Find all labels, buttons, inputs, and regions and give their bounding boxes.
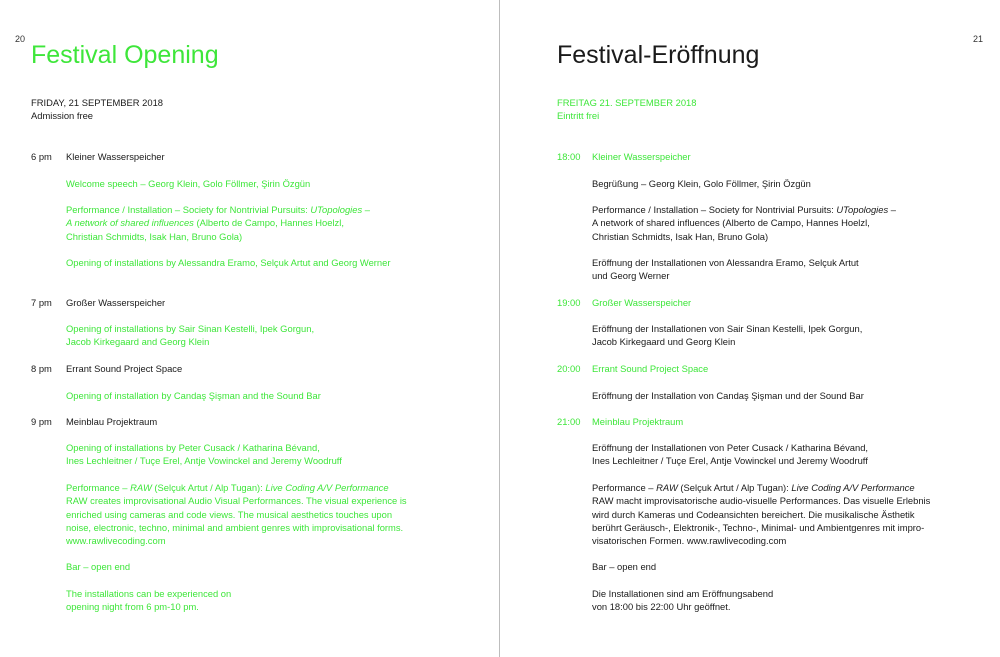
installation-opening: Eröffnung der Installationen von Alessandra Eramo, Selçuk Artut und Georg Werner (592, 257, 859, 282)
session-venue: Meinblau Projektraum (592, 416, 684, 427)
installation-opening: Eröffnung der Installationen von Sair Sinan Kestelli, Ipek Gorgun, Jacob Kirkegaard und Georg Klein (592, 323, 863, 348)
performance-installation (66, 203, 370, 243)
installation-opening: Eröffnung der Installation von Candaş Şişman und der Sound Bar (592, 390, 864, 401)
website-link[interactable]: visatorischen Formen. www.rawlivecoding.com (592, 535, 787, 547)
session-venue: Errant Sound Project Space (66, 363, 183, 374)
closing-note: The installations can be experienced on opening night from 6 pm-10 pm. (66, 588, 232, 613)
website-link[interactable]: www.rawlivecoding.com (66, 535, 166, 547)
page-gutter (499, 0, 500, 657)
session-venue: Großer Wasserspeicher (66, 297, 166, 308)
session-time: 6 pm (31, 151, 52, 162)
welcome-speech: Begrüßung – Georg Klein, Golo Föllmer, Şirin Özgün (592, 178, 811, 189)
installation-opening: Opening of installations by Peter Cusack / Katharina Bévand, Ines Lechleitner / Tuçe Erel, Antje Vowinckel and Jeremy Woodruff (66, 442, 342, 467)
closing-note: Die Installationen sind am Eröffnungsabend von 18:00 bis 22:00 Uhr geöffnet. (592, 588, 774, 613)
installation-opening: Opening of installations by Alessandra Eramo, Selçuk Artut and Georg Werner (66, 257, 391, 268)
bar-note: Bar – open end (592, 561, 657, 572)
session-time: 19:00 (557, 297, 581, 308)
session-time: 8 pm (31, 363, 52, 374)
admission-note: Eintritt frei (557, 110, 600, 122)
event-date: FRIDAY, 21 SEPTEMBER 2018 (31, 97, 163, 108)
perf-text: (Alberto de Campo, Hannes Hoelzl, (193, 217, 344, 229)
page-number: 21 (973, 34, 984, 44)
performance-installation: Performance / Installation – Society for Nontrivial Pursuits: UTopologies – A network of shared influences (Alberto de Campo, Hannes Hoelzl, Christian Schmidts, Isak Han, Bruno Gola) (592, 204, 896, 242)
session-venue: Großer Wasserspeicher (592, 297, 692, 308)
raw-performance: Performance – RAW (Selçuk Artut / Alp Tugan): Live Coding A/V Performance RAW creates improvisational Audio Visual Performances. The visual experience is enriched using cameras and code views. The musical aesthetics touches upon noise, electronic, techno, minimal and ambient genres with improvisational forms. www.rawlivecoding.com (66, 482, 407, 547)
page-title: Festival Opening (31, 41, 219, 69)
welcome-speech: Welcome speech – Georg Klein, Golo Föllmer, Şirin Özgün (66, 178, 311, 189)
perf-credits: Christian Schmidts, Isak Han, Bruno Gola) (66, 230, 243, 242)
session-time: 9 pm (31, 416, 52, 427)
left-page (0, 0, 499, 657)
installation-opening: Opening of installation by Candaş Şişman and the Sound Bar (66, 390, 321, 401)
raw-performance: Performance – RAW (Selçuk Artut / Alp Tugan): Live Coding A/V Performance RAW macht improvisatorische audio-visuelle Performances. Das visuelle Erlebnis wird durch Kameras und Codeansichten bereichert. Die musikalische Ästhetik berührt Geräusch-, Elektronik-, Techno-, Minimal- und Ambientgenres mit impro- visatorischen Formen. www.rawlivecoding.com (592, 482, 931, 547)
session-venue: Kleiner Wasserspeicher (592, 151, 691, 162)
event-header (31, 96, 163, 123)
perf-text: Performance / Installation – Society for Nontrivial Pursuits: (66, 204, 311, 215)
installation-opening: Eröffnung der Installationen von Peter Cusack / Katharina Bévand, Ines Lechleitner / Tuçe Erel, Antje Vowinckel und Jeremy Woodruff (592, 442, 869, 467)
bar-note: Bar – open end (66, 561, 131, 572)
perf-credits: Christian Schmidts, Isak Han, Bruno Gola) (592, 230, 769, 242)
session-venue: Meinblau Projektraum (66, 416, 158, 427)
installation-opening: Opening of installations by Sair Sinan Kestelli, Ipek Gorgun, Jacob Kirkegaard and Georg Klein (66, 323, 315, 348)
session-time: 18:00 (557, 151, 581, 162)
admission-note: Admission free (31, 110, 94, 122)
session-time: 20:00 (557, 363, 581, 374)
right-page (501, 0, 1000, 657)
session-time: 21:00 (557, 416, 581, 427)
session-venue: Kleiner Wasserspeicher (66, 151, 165, 162)
event-date: FREITAG 21. SEPTEMBER 2018 (557, 97, 697, 108)
perf-title: UTopologies – (310, 204, 370, 215)
event-header (557, 96, 696, 123)
perf-subtitle: A network of shared influences (66, 217, 194, 229)
perf-title: UTopologies (836, 204, 889, 215)
page-number: 20 (15, 34, 26, 44)
page-title: Festival-Eröffnung (557, 41, 760, 69)
session-time: 7 pm (31, 297, 52, 308)
session-venue: Errant Sound Project Space (592, 363, 709, 374)
